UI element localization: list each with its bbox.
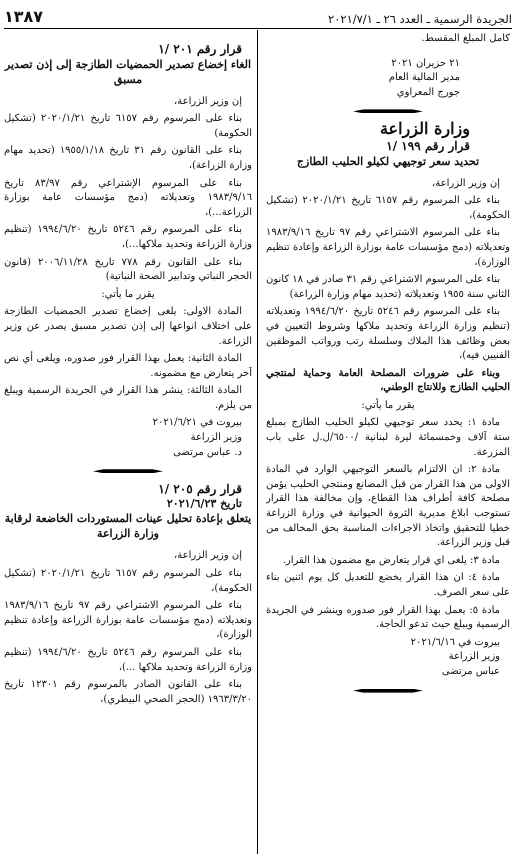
- article: مادة ٤: ان هذا القرار يخضع للتعديل كل يوم اثنين بناء على سعر الصرف.: [266, 572, 510, 598]
- section-divider: [93, 466, 163, 476]
- preamble-paragraph: إن وزير الزراعة،: [174, 95, 242, 107]
- signature-title: وزير الزراعة: [448, 651, 500, 663]
- signature-name: عباس مرتضى: [441, 665, 500, 677]
- page-number: ١٣٨٧: [4, 7, 44, 26]
- signature-block: [266, 636, 510, 680]
- prev-signature-name: جورج المعراوي: [396, 86, 460, 98]
- preamble-paragraph: بناء على القانون رقم ٣١ تاريخ ١٩٥٥/١/١٨ (تحديد مهام وزارة الزراعة)،: [4, 145, 252, 171]
- signature-place-date: بيروت في ٢٠٢١/٦/١٦: [410, 636, 500, 648]
- decides-line: يقرر ما يأتي:: [361, 399, 415, 411]
- article: مادة ٥: يعمل بهذا القرار فور صدوره وينشر في الجريدة الرسمية ويبلغ حيث تدعو الحاجة.: [266, 604, 510, 631]
- decision-205-date: تاريخ ٢٠٢١/٦/٢٣: [166, 496, 242, 510]
- prev-signature-title: مدير المالية العام: [388, 72, 460, 84]
- preamble-paragraph: بناء على المرسوم رقم ٥٢٤٦ تاريخ ١٩٩٤/٦/٢٠ (تنظيم وزارة الزراعة وتحديد ملاكها ...)،: [4, 647, 252, 673]
- prev-signature-date: ٢١ حزيران ٢٠٢١: [391, 57, 460, 69]
- page-header: [4, 4, 512, 26]
- left-column: [4, 32, 252, 856]
- section-divider: [353, 106, 423, 116]
- decides-line: يقرر ما يأتي:: [101, 288, 155, 300]
- column-divider: [257, 30, 258, 854]
- decision-205-title: يتعلق بإعادة تحليل عينات المستوردات الخاضعة لرقابة وزارة الزراعة: [4, 512, 252, 541]
- decision-199-heading: قرار رقم ١٩٩ /١: [386, 138, 470, 153]
- decision-201-heading: قرار رقم ٢٠١ /١: [158, 42, 242, 56]
- article: مادة ١: يحدد سعر توجيهي لكيلو الحليب الطازج بمبلغ ستة آلاف وخمسمائة ليرة لبنانية /٦٥٠٠/ل.ل على باب المزرعة.: [266, 417, 510, 458]
- signature-title: وزير الزراعة: [190, 432, 242, 444]
- whereas-paragraph: وبناء على ضرورات المصلحة العامة وحماية لمنتجي الحليب الطازج وللانتاج الوطني،: [266, 367, 510, 394]
- preamble-paragraph: بناء على المرسوم رقم ٦١٥٧ تاريخ ٢٠٢٠/١/٢١ (تشكيل الحكومة)،: [266, 195, 510, 221]
- signature-place-date: بيروت في ٢٠٢١/٦/٢١: [152, 417, 242, 429]
- signature-block: [4, 416, 252, 460]
- section-divider: [353, 686, 423, 696]
- article: مادة ٢: ان الالتزام بالسعر التوجيهي الوارد في المادة الاولى من هذا القرار من قبل المصانع ومنتجي الحليب يؤمن مصلحة كافة أطراف هذا القطاع، وإن مخالفة هذا القرار تستوجب ابلاغ مديرية الثروة الحيوانية في وزارة الزراعة خطيا للتحقيق واتخاذ الاجراءات المناسبة بحق المخالف من قبل وزير الزراعة.: [266, 464, 510, 549]
- preamble-paragraph: بناء على المرسوم رقم ٦١٥٧ تاريخ ٢٠٢٠/١/٢١ (تشكيل الحكومة): [4, 113, 252, 139]
- preamble-paragraph: إن وزير الزراعة،: [174, 550, 242, 562]
- header-rule: [4, 28, 512, 29]
- preamble-paragraph: إن وزير الزراعة،: [432, 177, 500, 189]
- article: المادة الثالثة: ينشر هذا القرار في الجريدة الرسمية ويبلغ من يلزم.: [4, 385, 252, 411]
- gazette-title: الجريدة الرسمية ـ العدد ٢٦ ـ ٢٠٢١/٧/١: [328, 12, 512, 26]
- preamble-paragraph: بناء على المرسوم رقم ٦١٥٧ تاريخ ٢٠٢٠/١/٢١ (تشكيل الحكومة)،: [4, 568, 252, 594]
- preamble-paragraph: بناء على المرسوم رقم ٥٢٤٦ تاريخ ١٩٩٤/٦/٢٠ (تنظيم وزارة الزراعة وتحديد ملاكها...)،: [4, 224, 252, 250]
- ministry-heading: وزارة الزراعة: [379, 119, 470, 139]
- preamble-paragraph: بناء على المرسوم رقم ٥٢٤٦ تاريخ ١٩٩٤/٦/٢٠ وتعديلاته (تنظيم وزارة الزراعة وتحديد ملاكها وشروط التعيين في بعض وظائف هذا الملاك وسلسلة رتب ورواتب الموظفين الفنيين فيه)،: [266, 306, 510, 362]
- intro-line: كامل المبلغ المقسط.: [421, 33, 510, 44]
- decision-205-heading: قرار رقم ٢٠٥ /١: [158, 482, 242, 497]
- right-column: [266, 32, 510, 856]
- decision-201-title: الغاء إخضاع تصدير الحمضيات الطازجة إلى إذن تصدير مسبق: [4, 57, 252, 86]
- signature-name: د. عباس مرتضى: [173, 446, 242, 458]
- article: مادة ٣: يلغى اي قرار يتعارض مع مضمون هذا القرار.: [282, 554, 500, 566]
- preamble-paragraph: بناء على المرسوم الاشتراعي رقم ٩٧ تاريخ ١٩٨٣/٩/١٦ وتعديلاته (دمج مؤسسات عامة بوزارة الزراعة وإعادة تنظيم الوزارة)،: [266, 227, 510, 268]
- decision-199-title: تحديد سعر توجيهي لكيلو الحليب الطازج: [296, 154, 480, 168]
- article: المادة الثانية: يعمل بهذا القرار فور صدوره، ويلغى أي نص آخر يتعارض مع مضمونه.: [4, 353, 252, 379]
- preamble-paragraph: بناء على المرسوم الاشتراعي رقم ٩٧ تاريخ ١٩٨٣/٩/١٦ وتعديلاته (دمج مؤسسات عامة بوزارة الزراعة وإعادة تنظيم الوزارة)،: [4, 600, 252, 641]
- prev-signature-block: [266, 57, 510, 101]
- preamble-paragraph: بناء على المرسوم الإشتراعي رقم ٨٣/٩٧ تاريخ ١٩٨٣/٩/١٦ وتعديلاته (دمج مؤسسات عامة بوزارة الزراعة...)،: [4, 177, 252, 218]
- preamble-paragraph: بناء على المرسوم الاشتراعي رقم ٣١ صادر في ١٨ كانون الثاني سنة ١٩٥٥ وتعديلاته (تحديد مهام وزارة الزراعة): [266, 274, 510, 300]
- preamble-paragraph: بناء على القانون الصادر بالمرسوم رقم ١٢٣٠١ تاريخ ١٩٦٣/٣/٢٠ (الحجر الصحي البيطري)،: [4, 679, 252, 705]
- article: المادة الاولى: يلغى إخضاع تصدير الحمضيات الطازجة على اختلاف انواعها إلى إذن تصدير مسبق يصدر عن وزير الزراعة.: [4, 306, 252, 347]
- preamble-paragraph: بناء على القانون رقم ٧٧٨ تاريخ ٢٠٠٦/١١/٢٨ (قانون الحجر النباتي وتدابير الصحة النباتية): [4, 256, 252, 283]
